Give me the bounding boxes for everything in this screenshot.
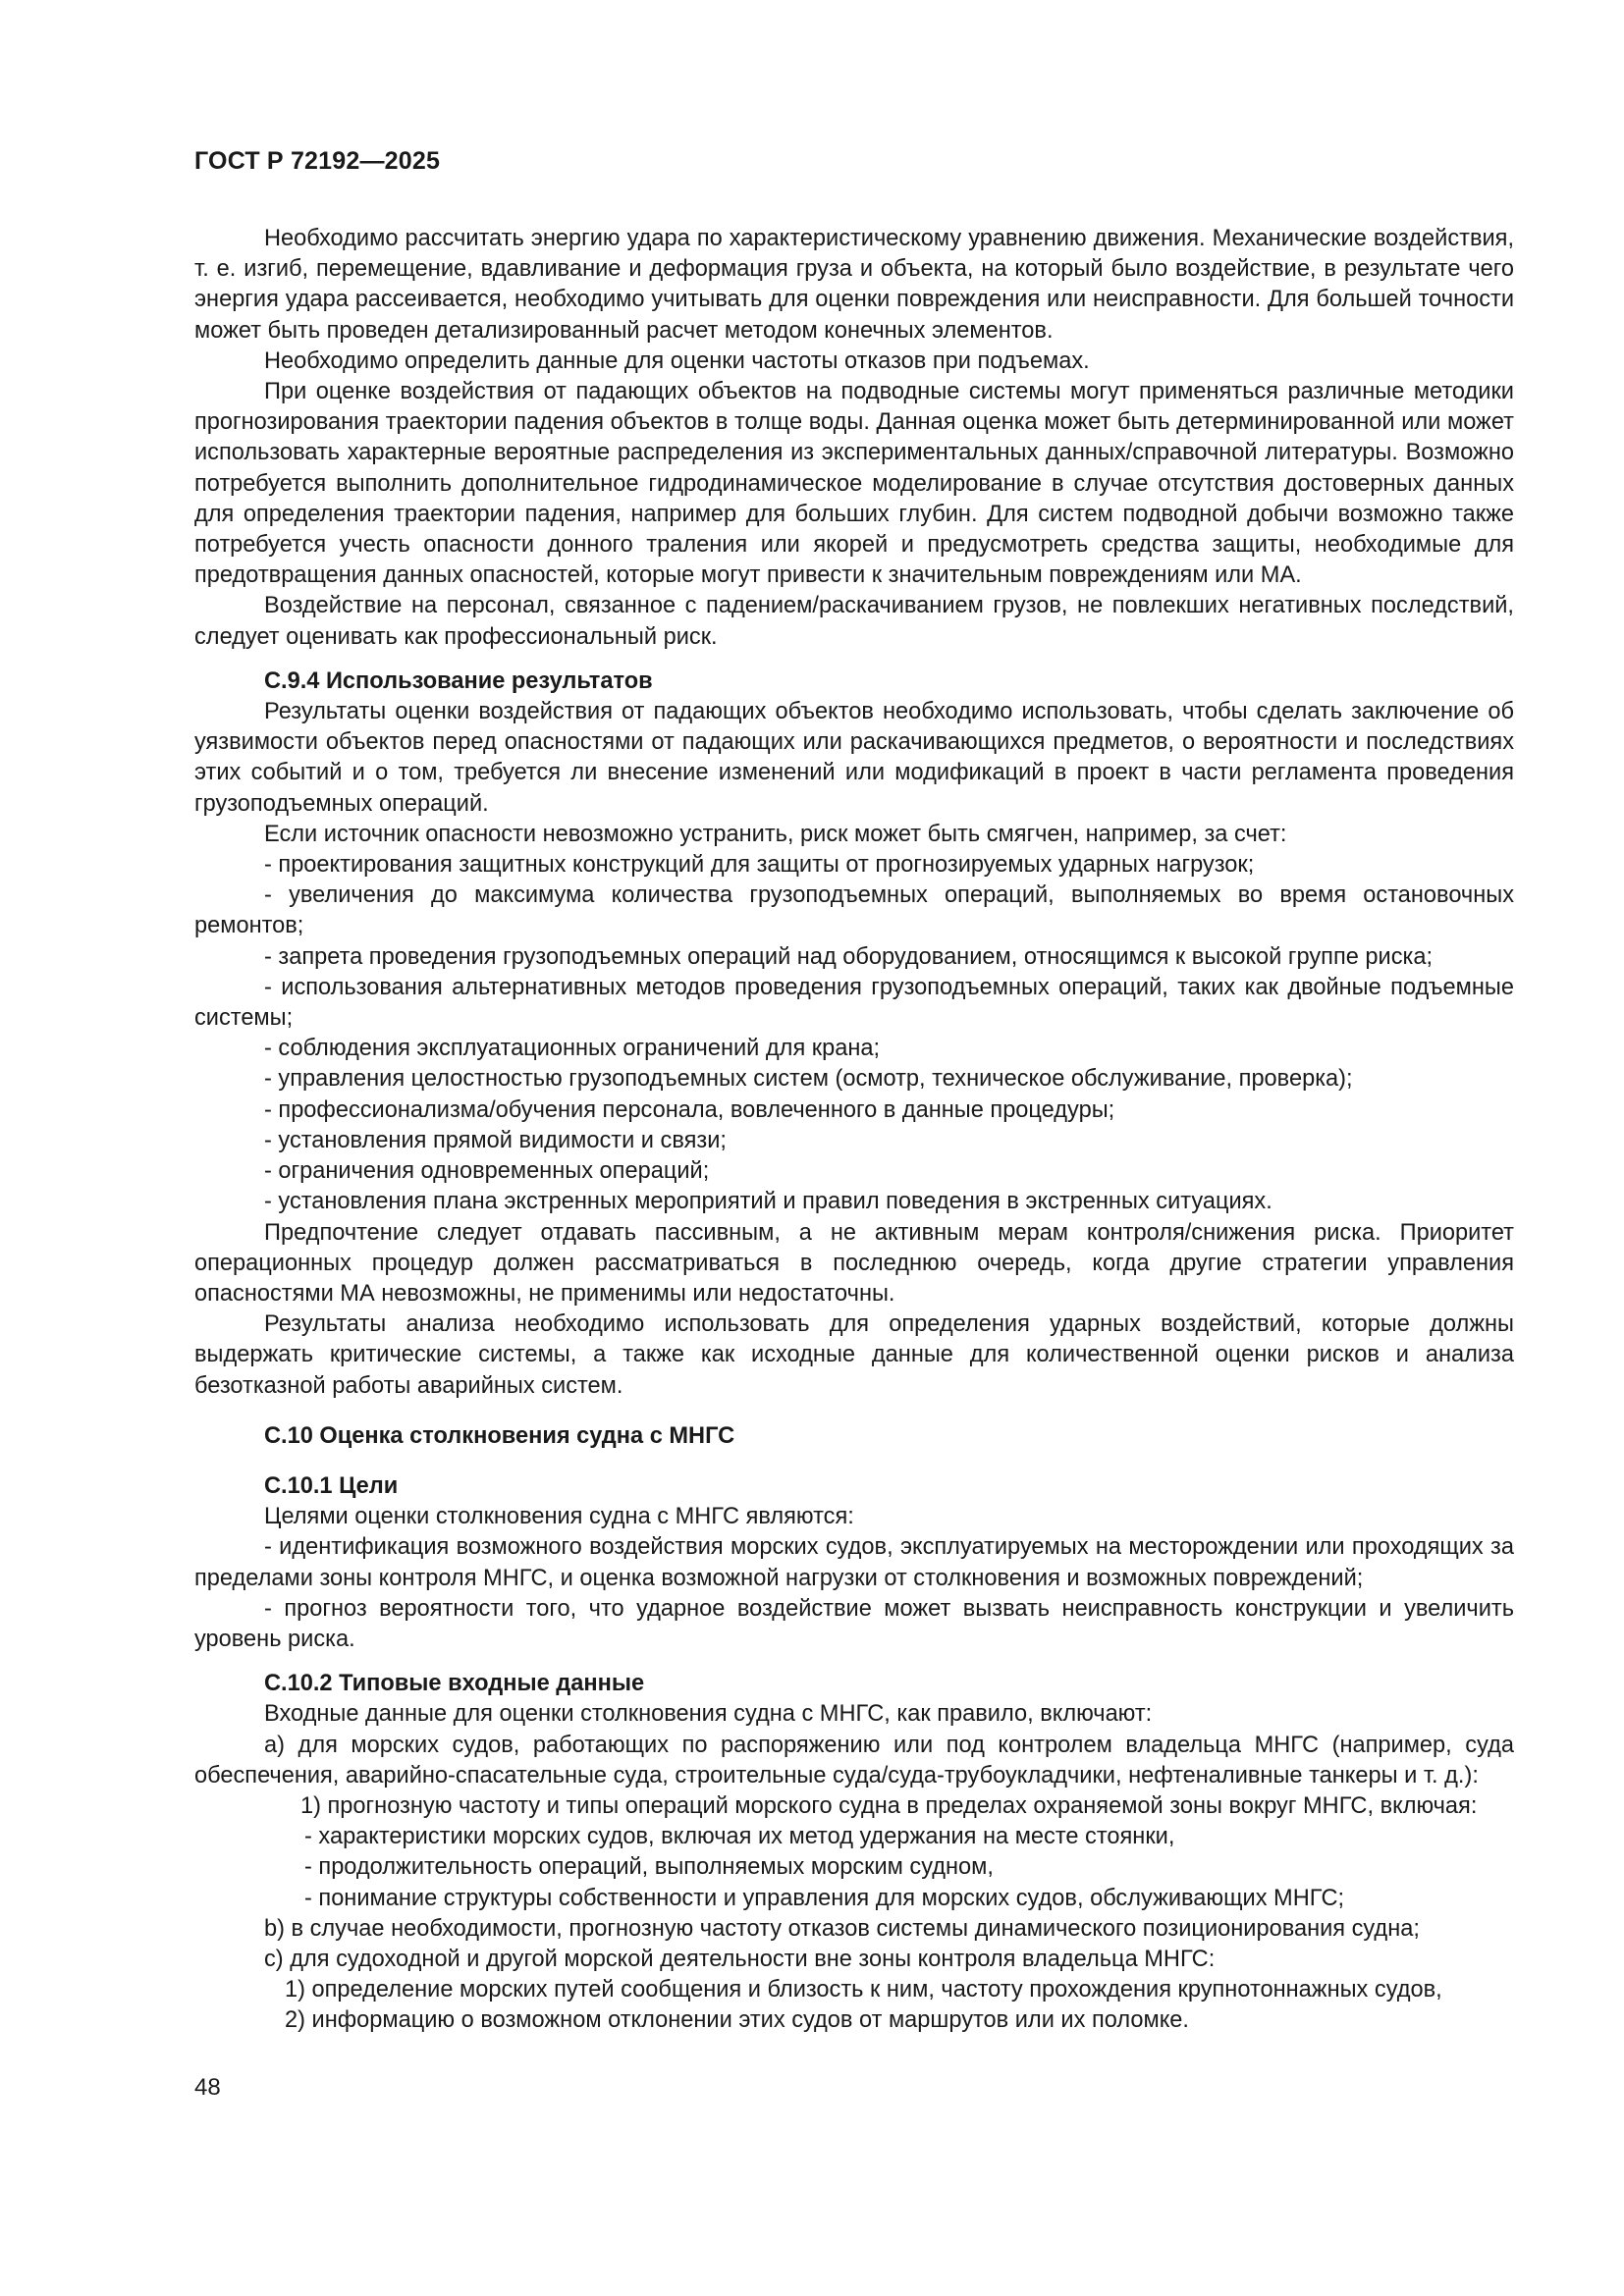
list-item: - управления целостностью грузоподъемных систем (осмотр, техническое обслуживание, проверка); xyxy=(264,1066,1353,1093)
list-item: - соблюдения эксплуатационных ограничений для крана; xyxy=(264,1036,881,1062)
document-header: ГОСТ Р 72192—2025 xyxy=(194,147,441,175)
list-item: c) для судоходной и другой морской деятельности вне зоны контроля владельца МНГС: xyxy=(264,1946,1216,1972)
list-item: - ограничения одновременных операций; xyxy=(264,1158,710,1185)
paragraph: Результаты анализа необходимо использовать для определения ударных воздействий, которые должны выдержать критические системы, а также как исходные данные для количественной оценки рисков и анализа безотказной работы аварийных систем. xyxy=(194,1311,1514,1399)
list-item: 2) информацию о возможном отклонении этих судов от маршрутов или их поломке. xyxy=(285,2007,1189,2034)
paragraph: Результаты оценки воздействия от падающих объектов необходимо использовать, чтобы сделать заключение об уязвимости объектов перед опасностями от падающих или раскачивающихся предметов, о вероятности и последствиях этих событий и о том, требуется ли внесение изменений или модификаций в проект в части регламента проведения грузоподъемных операций. xyxy=(194,699,1514,817)
list-item: - продолжительность операций, выполняемых морским судном, xyxy=(304,1854,994,1881)
list-item: - запрета проведения грузоподъемных операций над оборудованием, относящимся к высокой группе риска; xyxy=(264,943,1434,970)
paragraph: Целями оценки столкновения судна с МНГС являются: xyxy=(264,1504,854,1530)
paragraph: Если источник опасности невозможно устранить, риск может быть смягчен, например, за счет: xyxy=(264,821,1287,847)
subsection-heading: С.10.1 Цели xyxy=(264,1472,399,1499)
list-item: a) для морских судов, работающих по распоряжению или под контролем владельца МНГС (например, суда обеспечения, аварийно-спасательные суда, строительные суда/суда-трубоукладчики, нефтеналивные танкеры и т. д.): xyxy=(194,1732,1514,1789)
list-item: - понимание структуры собственности и управления для морских судов, обслуживающих МНГС; xyxy=(304,1885,1345,1911)
document-body xyxy=(194,224,1514,2037)
list-item: - идентификация возможного воздействия морских судов, эксплуатируемых на месторождении или проходящих за пределами зоны контроля МНГС, и оценка возможной нагрузки от столкновения и возможных повреждений; xyxy=(194,1534,1514,1591)
list-item: - установления плана экстренных мероприятий и правил поведения в экстренных ситуациях. xyxy=(264,1189,1272,1215)
section-heading: С.10 Оценка столкновения судна с МНГС xyxy=(264,1422,735,1449)
list-item: 1) определение морских путей сообщения и близость к ним, частоту прохождения крупнотоннажных судов, xyxy=(285,1977,1442,2003)
list-item: - использования альтернативных методов проведения грузоподъемных операций, таких как двойные подъемные системы; xyxy=(194,974,1514,1032)
list-item: b) в случае необходимости, прогнозную частоту отказов системы динамического позиционирования судна; xyxy=(264,1915,1420,1942)
list-item: - установления прямой видимости и связи; xyxy=(264,1127,727,1153)
paragraph: При оценке воздействия от падающих объектов на подводные системы могут применяться различные методики прогнозирования траектории падения объектов в толще воды. Данная оценка может быть детерминированной или может использовать характерные вероятные распределения из экспериментальных данных/справочной литературы. Возможно потребуется выполнить дополнительное гидродинамическое моделирование в случае отсутствия достоверных данных для определения траектории падения, например для больших глубин. Для систем подводной добычи возможно также потребуется учесть опасности донного траления или якорей и предусмотреть средства защиты, необходимые для предотвращения данных опасностей, которые могут привести к значительным повреждениям или МА. xyxy=(194,379,1514,589)
paragraph: Воздействие на персонал, связанное с падением/раскачиванием грузов, не повлекших негативных последствий, следует оценивать как профессиональный риск. xyxy=(194,593,1514,650)
paragraph: Необходимо определить данные для оценки частоты отказов при подъемах. xyxy=(264,347,1090,374)
paragraph: Необходимо рассчитать энергию удара по характеристическому уравнению движения. Механические воздействия, т. е. изгиб, перемещение, вдавливание и деформация груза и объекта, на который было воздействие, в результате чего энергия удара рассеивается, необходимо учитывать для оценки повреждения или неисправности. Для большей точности может быть проведен детализированный расчет методом конечных элементов. xyxy=(194,226,1514,344)
paragraph: Входные данные для оценки столкновения судна с МНГС, как правило, включают: xyxy=(264,1701,1153,1728)
list-item: - прогноз вероятности того, что ударное воздействие может вызвать неисправность конструкции и увеличить уровень риска. xyxy=(194,1595,1514,1652)
page-number: 48 xyxy=(194,2074,221,2101)
list-item: - увеличения до максимума количества грузоподъемных операций, выполняемых во время остановочных ремонтов; xyxy=(194,882,1514,939)
subsection-heading: С.10.2 Типовые входные данные xyxy=(264,1671,645,1697)
list-item: - профессионализма/обучения персонала, вовлеченного в данные процедуры; xyxy=(264,1096,1115,1123)
list-item: 1) прогнозную частоту и типы операций морского судна в пределах охраняемой зоны вокруг МНГС, включая: xyxy=(300,1792,1478,1819)
paragraph: Предпочтение следует отдавать пассивным, а не активным мерам контроля/снижения риска. Приоритет операционных процедур должен рассматриваться в последнюю очередь, когда другие стратегии управления опасностями МА невозможны, не применимы или недостаточны. xyxy=(194,1219,1514,1307)
list-item: - характеристики морских судов, включая их метод удержания на месте стоянки, xyxy=(304,1824,1175,1850)
section-heading: С.9.4 Использование результатов xyxy=(264,667,653,694)
list-item: - проектирования защитных конструкций для защиты от прогнозируемых ударных нагрузок; xyxy=(264,852,1255,879)
